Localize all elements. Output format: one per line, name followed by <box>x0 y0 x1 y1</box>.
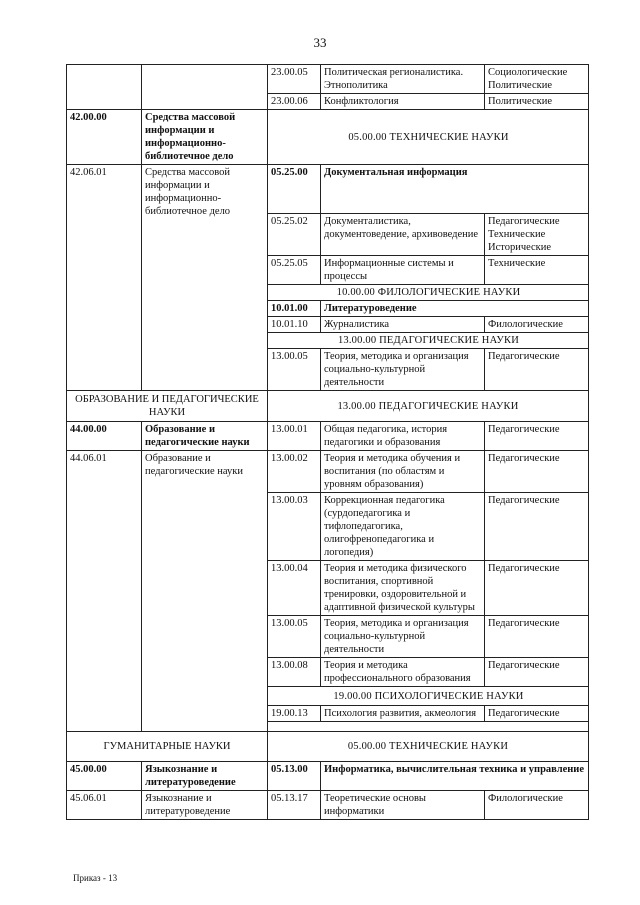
science-branch: Филологические <box>485 317 589 333</box>
area-heading: ГУМАНИТАРНЫЕ НАУКИ <box>67 732 268 762</box>
specialty-code: 23.00.05 <box>268 65 321 94</box>
specialty-name: Журналистика <box>321 317 485 333</box>
direction-code: 44.06.01 <box>67 451 142 732</box>
specialties-table <box>66 64 589 820</box>
area-heading: ОБРАЗОВАНИЕ И ПЕДАГОГИЧЕСКИЕ НАУКИ <box>67 391 268 422</box>
science-branch: Социологические Политические <box>485 65 589 94</box>
table-row <box>67 451 589 493</box>
science-branch: Технические <box>485 256 589 285</box>
table-row <box>67 391 589 422</box>
specialty-name: Психология развития, акмеология <box>321 706 485 722</box>
group-name: Образование и педагогические науки <box>142 422 268 451</box>
empty-cell <box>268 722 589 732</box>
specialty-code: 05.25.05 <box>268 256 321 285</box>
science-branch: Политические <box>485 94 589 110</box>
specialty-code: 13.00.08 <box>268 658 321 687</box>
science-branch: Педагогические <box>485 706 589 722</box>
specialty-name: Общая педагогика, история педагогики и образования <box>321 422 485 451</box>
specialty-name: Теоретические основы информатики <box>321 791 485 820</box>
specialty-code: 05.13.17 <box>268 791 321 820</box>
section-heading: 10.00.00 ФИЛОЛОГИЧЕСКИЕ НАУКИ <box>268 285 589 301</box>
subgroup-code: 05.25.00 <box>268 165 321 214</box>
table-row <box>67 110 589 165</box>
table-row <box>67 422 589 451</box>
group-code: 45.00.00 <box>67 762 142 791</box>
specialty-name: Теория и методика физического воспитания, спортивной тренировки, оздоровительной и адаптивной физической культуры <box>321 561 485 616</box>
specialty-code: 13.00.03 <box>268 493 321 561</box>
empty-cell <box>142 65 268 110</box>
table-row <box>67 65 589 94</box>
footer-note: Приказ - 13 <box>73 873 118 883</box>
specialty-code: 05.25.02 <box>268 214 321 256</box>
table-row <box>67 791 589 820</box>
page-number: 33 <box>313 35 327 50</box>
science-branch: Филологические <box>485 791 589 820</box>
specialty-name: Теория и методика обучения и воспитания (по областям и уровням образования) <box>321 451 485 493</box>
specialty-code: 13.00.04 <box>268 561 321 616</box>
specialty-name: Теория, методика и организация социально-культурной деятельности <box>321 349 485 391</box>
science-branch: Педагогические <box>485 349 589 391</box>
specialty-code: 23.00.06 <box>268 94 321 110</box>
subgroup-code: 05.13.00 <box>268 762 321 791</box>
specialty-code: 13.00.01 <box>268 422 321 451</box>
specialty-name: Теория и методика профессионального образования <box>321 658 485 687</box>
subgroup-name: Документальная информация <box>321 165 589 214</box>
science-branch: Педагогические <box>485 561 589 616</box>
science-branch: Педагогические <box>485 493 589 561</box>
section-heading: 19.00.00 ПСИХОЛОГИЧЕСКИЕ НАУКИ <box>268 687 589 706</box>
direction-name: Образование и педагогические науки <box>142 451 268 732</box>
direction-name: Языкознание и литературоведение <box>142 791 268 820</box>
subgroup-name: Информатика, вычислительная техника и управление <box>321 762 589 791</box>
table-row <box>67 762 589 791</box>
direction-code: 42.06.01 <box>67 165 142 391</box>
table-row <box>67 732 589 762</box>
section-heading: 13.00.00 ПЕДАГОГИЧЕСКИЕ НАУКИ <box>268 391 589 422</box>
science-branch: Педагогические <box>485 658 589 687</box>
section-heading: 05.00.00 ТЕХНИЧЕСКИЕ НАУКИ <box>268 110 589 165</box>
group-name: Языкознание и литературоведение <box>142 762 268 791</box>
specialty-name: Коррекционная педагогика (сурдопедагогика и тифлопедагогика, олигофренопедагогика и логопедия) <box>321 493 485 561</box>
specialty-code: 13.00.02 <box>268 451 321 493</box>
specialty-code: 13.00.05 <box>268 616 321 658</box>
science-branch: Педагогические <box>485 422 589 451</box>
specialty-name: Политическая регионалистика. Этнополитика <box>321 65 485 94</box>
group-name: Средства массовой информации и информационно-библиотечное дело <box>142 110 268 165</box>
specialty-name: Конфликтология <box>321 94 485 110</box>
science-branch: Педагогические <box>485 616 589 658</box>
specialty-code: 10.01.10 <box>268 317 321 333</box>
group-code: 44.00.00 <box>67 422 142 451</box>
science-branch: Педагогические Технические Исторические <box>485 214 589 256</box>
specialty-name: Документалистика, документоведение, архивоведение <box>321 214 485 256</box>
specialty-code: 19.00.13 <box>268 706 321 722</box>
subgroup-code: 10.01.00 <box>268 301 321 317</box>
specialty-code: 13.00.05 <box>268 349 321 391</box>
specialty-name: Теория, методика и организация социально-культурной деятельности <box>321 616 485 658</box>
direction-code: 45.06.01 <box>67 791 142 820</box>
specialty-name: Информационные системы и процессы <box>321 256 485 285</box>
table-row <box>67 165 589 214</box>
section-heading: 05.00.00 ТЕХНИЧЕСКИЕ НАУКИ <box>268 732 589 762</box>
empty-cell <box>67 65 142 110</box>
subgroup-name: Литературоведение <box>321 301 589 317</box>
section-heading: 13.00.00 ПЕДАГОГИЧЕСКИЕ НАУКИ <box>268 333 589 349</box>
direction-name: Средства массовой информации и информационно-библиотечное дело <box>142 165 268 391</box>
science-branch: Педагогические <box>485 451 589 493</box>
group-code: 42.00.00 <box>67 110 142 165</box>
